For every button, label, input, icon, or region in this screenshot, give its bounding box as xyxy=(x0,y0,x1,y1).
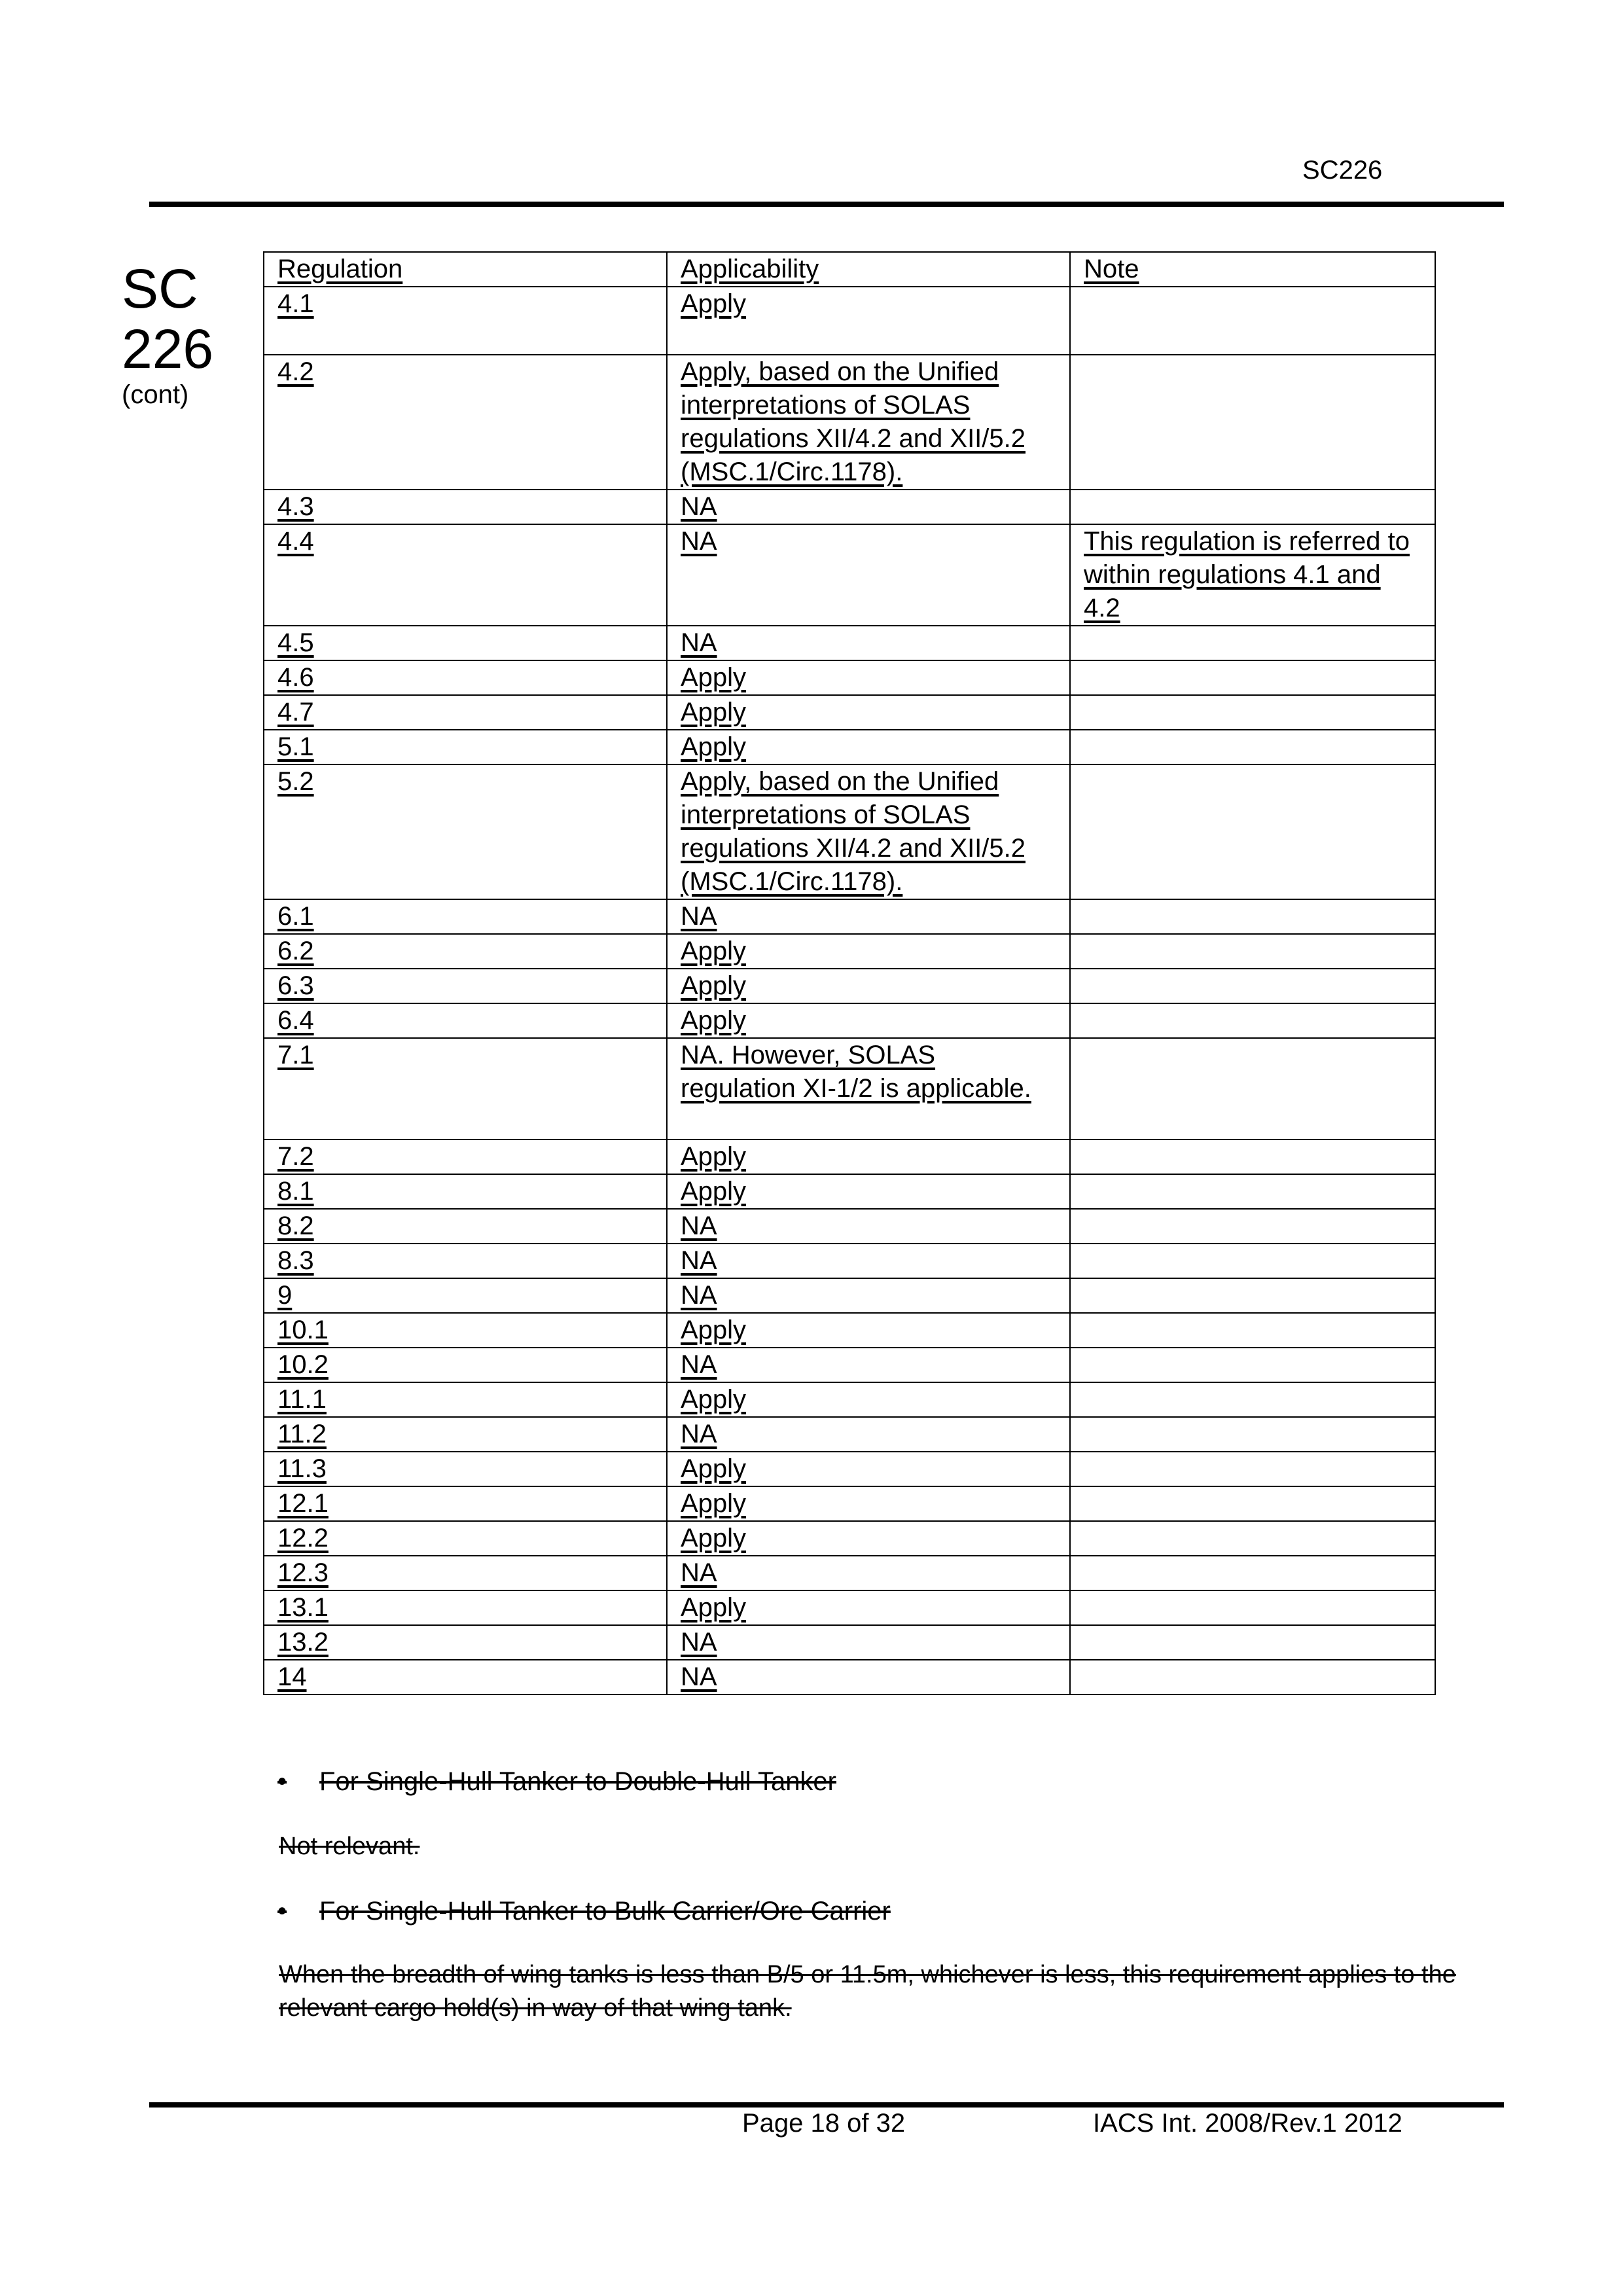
bullet-dot: • xyxy=(277,1767,287,1796)
cell-regulation: 8.2 xyxy=(264,1209,667,1244)
cell-applicability: NA. However, SOLAS regulation XI-1/2 is applicable. xyxy=(667,1038,1070,1139)
col-header-regulation: Regulation xyxy=(264,252,667,287)
table-header-row xyxy=(264,252,1435,287)
cell-note xyxy=(1070,1003,1435,1038)
cell-note xyxy=(1070,1452,1435,1486)
cell-note xyxy=(1070,1625,1435,1660)
cell-note xyxy=(1070,490,1435,524)
cell-regulation: 4.3 xyxy=(264,490,667,524)
table-row xyxy=(264,899,1435,934)
cell-regulation: 13.1 xyxy=(264,1590,667,1625)
table-row xyxy=(264,1521,1435,1556)
cell-note xyxy=(1070,1209,1435,1244)
cell-note xyxy=(1070,1521,1435,1556)
cell-applicability: NA xyxy=(667,1625,1070,1660)
table-row xyxy=(264,1038,1435,1139)
cell-regulation: 4.2 xyxy=(264,355,667,490)
cell-regulation: 11.3 xyxy=(264,1452,667,1486)
table-row xyxy=(264,1313,1435,1348)
table-row xyxy=(264,1139,1435,1174)
cell-note xyxy=(1070,899,1435,934)
side-label-line1: SC xyxy=(122,258,198,319)
cell-applicability: Apply xyxy=(667,1486,1070,1521)
cell-note xyxy=(1070,660,1435,695)
bullet-dot: • xyxy=(277,1897,287,1926)
table-row xyxy=(264,1486,1435,1521)
cell-note: This regulation is referred to within regulations 4.1 and 4.2 xyxy=(1070,524,1435,626)
cell-regulation: 10.1 xyxy=(264,1313,667,1348)
cell-applicability: Apply xyxy=(667,969,1070,1003)
deleted-bullet-2 xyxy=(277,1897,891,1926)
cell-note xyxy=(1070,1139,1435,1174)
cell-applicability: NA xyxy=(667,626,1070,660)
cell-note xyxy=(1070,1417,1435,1452)
cell-regulation: 13.2 xyxy=(264,1625,667,1660)
deleted-bullet-1 xyxy=(277,1767,836,1797)
cell-regulation: 5.1 xyxy=(264,730,667,764)
cell-regulation: 12.1 xyxy=(264,1486,667,1521)
cell-regulation: 7.2 xyxy=(264,1139,667,1174)
cell-applicability: Apply xyxy=(667,934,1070,969)
regulation-table xyxy=(263,251,1436,1695)
table-row xyxy=(264,1382,1435,1417)
cell-applicability: Apply xyxy=(667,730,1070,764)
table-row xyxy=(264,1556,1435,1590)
deleted-bullet-1-text: For Single-Hull Tanker to Double-Hull Tanker xyxy=(319,1767,836,1796)
cell-regulation: 4.1 xyxy=(264,287,667,355)
cell-note xyxy=(1070,1486,1435,1521)
cell-regulation: 8.1 xyxy=(264,1174,667,1209)
cell-note xyxy=(1070,1660,1435,1695)
table-row xyxy=(264,695,1435,730)
cell-note xyxy=(1070,1382,1435,1417)
cell-note xyxy=(1070,934,1435,969)
cell-applicability: NA xyxy=(667,1417,1070,1452)
cell-regulation: 14 xyxy=(264,1660,667,1695)
table-row xyxy=(264,934,1435,969)
cell-regulation: 6.2 xyxy=(264,934,667,969)
cell-note xyxy=(1070,1348,1435,1382)
cell-applicability: NA xyxy=(667,1556,1070,1590)
cell-note xyxy=(1070,1244,1435,1278)
cell-applicability: Apply xyxy=(667,695,1070,730)
table-row xyxy=(264,1348,1435,1382)
table-row xyxy=(264,1590,1435,1625)
cell-applicability: NA xyxy=(667,524,1070,626)
cell-note xyxy=(1070,969,1435,1003)
cell-applicability: Apply xyxy=(667,1521,1070,1556)
col-header-applicability: Applicability xyxy=(667,252,1070,287)
table-row xyxy=(264,1660,1435,1695)
side-label xyxy=(122,259,213,410)
table-row xyxy=(264,1174,1435,1209)
cell-regulation: 5.2 xyxy=(264,764,667,899)
footer-page: Page 18 of 32 xyxy=(742,2109,906,2138)
table-row xyxy=(264,626,1435,660)
cell-applicability: Apply xyxy=(667,660,1070,695)
header-rule xyxy=(149,202,1504,207)
cell-note xyxy=(1070,1174,1435,1209)
cell-applicability: NA xyxy=(667,490,1070,524)
cell-regulation: 12.3 xyxy=(264,1556,667,1590)
cell-regulation: 12.2 xyxy=(264,1521,667,1556)
header-doc-code: SC226 xyxy=(1302,156,1383,185)
deleted-bullet-2-text: For Single-Hull Tanker to Bulk Carrier/Ore Carrier xyxy=(319,1897,891,1926)
cell-regulation: 11.2 xyxy=(264,1417,667,1452)
cell-note xyxy=(1070,730,1435,764)
table-row xyxy=(264,355,1435,490)
table-row xyxy=(264,730,1435,764)
cell-regulation: 6.1 xyxy=(264,899,667,934)
table-row xyxy=(264,490,1435,524)
cell-applicability: NA xyxy=(667,1278,1070,1313)
cell-applicability: Apply xyxy=(667,1139,1070,1174)
col-header-note: Note xyxy=(1070,252,1435,287)
cell-note xyxy=(1070,287,1435,355)
table-row xyxy=(264,1278,1435,1313)
deleted-para-1: Not relevant. xyxy=(279,1833,420,1860)
cell-regulation: 4.7 xyxy=(264,695,667,730)
cell-applicability: Apply xyxy=(667,287,1070,355)
footer-rule xyxy=(149,2102,1504,2108)
cell-note xyxy=(1070,1038,1435,1139)
cell-regulation: 10.2 xyxy=(264,1348,667,1382)
cell-applicability: Apply xyxy=(667,1590,1070,1625)
cell-applicability: Apply, based on the Unified interpretations of SOLAS regulations XII/4.2 and XII/5.2 (MSC.1/Circ.1178). xyxy=(667,355,1070,490)
cell-regulation: 4.4 xyxy=(264,524,667,626)
cell-applicability: Apply xyxy=(667,1452,1070,1486)
cell-regulation: 4.5 xyxy=(264,626,667,660)
table-row xyxy=(264,1417,1435,1452)
cell-applicability: NA xyxy=(667,1660,1070,1695)
cell-regulation: 8.3 xyxy=(264,1244,667,1278)
table-row xyxy=(264,1625,1435,1660)
cell-regulation: 6.4 xyxy=(264,1003,667,1038)
table-body xyxy=(264,287,1435,1695)
table-row xyxy=(264,524,1435,626)
cell-applicability: Apply xyxy=(667,1174,1070,1209)
table-row xyxy=(264,1244,1435,1278)
cell-note xyxy=(1070,1278,1435,1313)
cell-applicability: Apply xyxy=(667,1313,1070,1348)
cell-note xyxy=(1070,1313,1435,1348)
table-row xyxy=(264,1452,1435,1486)
footer-ref: IACS Int. 2008/Rev.1 2012 xyxy=(1093,2109,1402,2138)
cell-applicability: Apply, based on the Unified interpretations of SOLAS regulations XII/4.2 and XII/5.2 (MSC.1/Circ.1178). xyxy=(667,764,1070,899)
cell-regulation: 9 xyxy=(264,1278,667,1313)
side-label-line3: (cont) xyxy=(122,380,189,409)
cell-note xyxy=(1070,764,1435,899)
cell-note xyxy=(1070,1590,1435,1625)
cell-regulation: 6.3 xyxy=(264,969,667,1003)
table-row xyxy=(264,969,1435,1003)
cell-regulation: 7.1 xyxy=(264,1038,667,1139)
cell-applicability: NA xyxy=(667,1244,1070,1278)
cell-note xyxy=(1070,695,1435,730)
table-row xyxy=(264,764,1435,899)
table-row xyxy=(264,287,1435,355)
cell-regulation: 11.1 xyxy=(264,1382,667,1417)
cell-applicability: NA xyxy=(667,1209,1070,1244)
cell-applicability: NA xyxy=(667,1348,1070,1382)
side-label-line2: 226 xyxy=(122,318,214,380)
cell-note xyxy=(1070,355,1435,490)
table-row xyxy=(264,1209,1435,1244)
cell-applicability: Apply xyxy=(667,1382,1070,1417)
cell-regulation: 4.6 xyxy=(264,660,667,695)
cell-applicability: Apply xyxy=(667,1003,1070,1038)
table-row xyxy=(264,660,1435,695)
cell-note xyxy=(1070,1556,1435,1590)
deleted-para-2: When the breadth of wing tanks is less than B/5 or 11.5m, whichever is less, this requirement applies to the relevant cargo hold(s) in way of that wing tank. xyxy=(279,1961,1456,2022)
table-row xyxy=(264,1003,1435,1038)
cell-note xyxy=(1070,626,1435,660)
cell-applicability: NA xyxy=(667,899,1070,934)
